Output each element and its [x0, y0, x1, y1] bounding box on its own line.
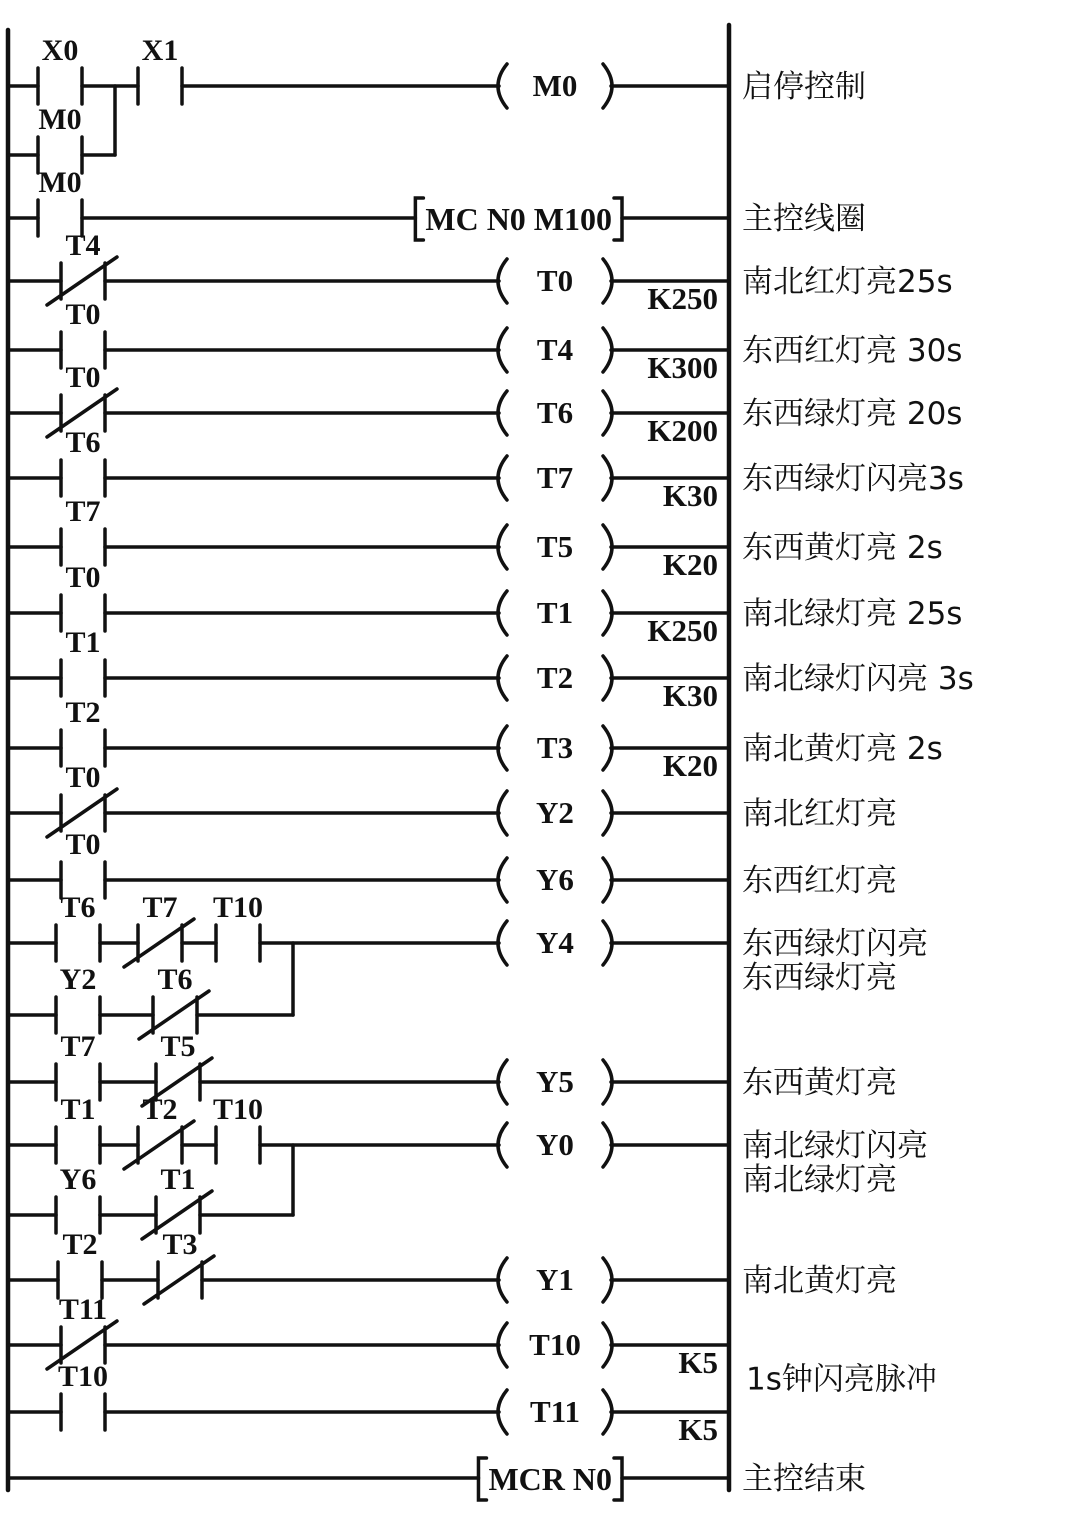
timer-preset: K200 [647, 413, 718, 448]
rung-comment: 东西红灯亮 30s [742, 333, 963, 369]
contact-label: T1 [65, 626, 101, 659]
contact-label: T0 [65, 298, 101, 331]
rung-r9 [8, 696, 943, 783]
rung-r13 [8, 1030, 897, 1106]
rung-comment: 东西绿灯亮 20s [742, 396, 963, 432]
contact-label: T1 [160, 1163, 196, 1196]
contact-label: T3 [162, 1228, 198, 1261]
contact-label: T10 [212, 1093, 264, 1126]
no-contact [61, 426, 105, 496]
no-contact [56, 1093, 100, 1163]
contact-label: T11 [58, 1293, 108, 1326]
output-coil [498, 64, 612, 108]
rung-r11 [8, 828, 897, 902]
rung-comment: 东西绿灯闪亮 [742, 926, 928, 962]
rung-comment: 南北绿灯闪亮 [742, 1128, 928, 1164]
rung-comment: 南北黄灯亮 2s [742, 731, 943, 767]
rung-comment: 启停控制 [742, 69, 866, 105]
contact-label: T5 [160, 1030, 196, 1063]
timer-preset: K300 [647, 350, 718, 385]
rung-r18 [8, 1458, 866, 1500]
coil-label: T7 [536, 460, 574, 495]
coil-label: T2 [536, 660, 574, 695]
no-contact [61, 561, 105, 631]
coil-label: T1 [536, 595, 574, 630]
no-contact [38, 166, 82, 236]
output-coil [498, 791, 612, 835]
contact-label: T6 [157, 963, 193, 996]
no-contact [61, 626, 105, 696]
output-coil [498, 1390, 612, 1434]
contact-label: T2 [142, 1093, 178, 1126]
contact-label: Y2 [59, 963, 97, 996]
no-contact [56, 1163, 100, 1233]
no-contact [61, 696, 105, 766]
rung-r12 [8, 891, 928, 1039]
output-coil [498, 656, 612, 700]
rung-r8 [8, 626, 974, 713]
rung-comment: 南北绿灯亮 [742, 1162, 897, 1198]
contact-label: T0 [65, 828, 101, 861]
contact-label: T6 [65, 426, 101, 459]
contact-label: M0 [38, 166, 82, 199]
timer-preset: K5 [678, 1345, 718, 1380]
timer-preset: K250 [647, 613, 718, 648]
coil-label: T4 [536, 332, 574, 367]
no-contact [56, 1030, 100, 1100]
no-contact [213, 1093, 263, 1163]
output-coil [498, 591, 612, 635]
instruction-block [478, 1458, 622, 1500]
output-coil [498, 858, 612, 902]
output-coil [498, 921, 612, 965]
output-coil [498, 726, 612, 770]
timer-preset: K20 [662, 547, 718, 582]
coil-label: Y5 [536, 1064, 574, 1099]
rung-r4 [8, 361, 962, 448]
nc-contact [47, 1293, 117, 1369]
contact-label: X0 [41, 34, 79, 67]
instruction-label: MCR N0 [488, 1461, 612, 1497]
coil-label: Y6 [536, 862, 574, 897]
rung-comment: 东西黄灯亮 2s [742, 530, 943, 566]
coil-label: T11 [530, 1394, 580, 1429]
output-coil [498, 1123, 612, 1167]
nc-contact [47, 761, 117, 837]
nc-contact [139, 963, 209, 1039]
rung-r0 [8, 34, 866, 173]
rung-r5 [8, 426, 964, 513]
rung-r14 [8, 1093, 928, 1239]
coil-label: T3 [536, 730, 574, 765]
rung-comment: 南北红灯亮 [742, 796, 897, 832]
output-coil [498, 1060, 612, 1104]
instruction-label: MC N0 M100 [425, 201, 612, 237]
rung-r6 [8, 495, 943, 582]
coil-label: Y0 [536, 1127, 574, 1162]
coil-label: M0 [532, 68, 578, 103]
rung-comment: 东西绿灯亮 [742, 960, 897, 996]
contact-label: T7 [60, 1030, 96, 1063]
nc-contact [144, 1228, 214, 1304]
timer-preset: K250 [647, 281, 718, 316]
nc-contact [124, 891, 194, 967]
output-coil [498, 1323, 612, 1367]
timer-preset: K30 [662, 678, 718, 713]
contact-label: T10 [212, 891, 264, 924]
no-contact [38, 103, 82, 173]
contact-label: Y6 [59, 1163, 97, 1196]
rung-comment: 主控线圈 [742, 201, 866, 237]
shared-comment: 1s钟闪亮脉冲 [746, 1361, 937, 1398]
output-coil [498, 456, 612, 500]
no-contact [138, 34, 182, 104]
contact-label: T7 [65, 495, 101, 528]
contact-label: X1 [141, 34, 179, 67]
coil-label: Y2 [536, 795, 574, 830]
no-contact [58, 1360, 108, 1430]
contact-label: T0 [65, 761, 101, 794]
contact-label: T1 [60, 1093, 96, 1126]
coil-label: T10 [529, 1327, 581, 1362]
no-contact [38, 34, 82, 104]
rung-comment: 南北黄灯亮 [742, 1263, 897, 1299]
rung-r2 [8, 229, 953, 316]
rung-comment: 南北绿灯亮 25s [742, 596, 963, 632]
coil-label: Y4 [536, 925, 574, 960]
no-contact [58, 1228, 102, 1298]
contact-label: T2 [65, 696, 101, 729]
rung-r16 [8, 1293, 729, 1380]
contact-label: T0 [65, 361, 101, 394]
coil-label: T0 [536, 263, 574, 298]
contact-label: T4 [65, 229, 101, 262]
no-contact [56, 891, 100, 961]
nc-contact [47, 229, 117, 305]
contact-label: T2 [62, 1228, 98, 1261]
no-contact [56, 963, 100, 1033]
rung-comment: 东西黄灯亮 [742, 1065, 897, 1101]
no-contact [61, 298, 105, 368]
output-coil [498, 1258, 612, 1302]
contact-label: T7 [142, 891, 178, 924]
rung-comment: 主控结束 [742, 1461, 866, 1497]
no-contact [61, 828, 105, 898]
coil-label: Y1 [536, 1262, 574, 1297]
contact-label: T0 [65, 561, 101, 594]
rung-comment: 南北绿灯闪亮 3s [742, 661, 974, 697]
output-coil [498, 391, 612, 435]
contact-label: T6 [60, 891, 96, 924]
rung-r3 [8, 298, 962, 385]
rung-comment: 东西红灯亮 [742, 863, 897, 899]
no-contact [213, 891, 263, 961]
timer-preset: K5 [678, 1412, 718, 1447]
nc-contact [124, 1093, 194, 1169]
no-contact [61, 495, 105, 565]
output-coil [498, 328, 612, 372]
rung-r10 [8, 761, 897, 837]
coil-label: T5 [536, 529, 574, 564]
timer-preset: K30 [662, 478, 718, 513]
contact-label: M0 [38, 103, 82, 136]
rung-r7 [8, 561, 962, 648]
rung-comment: 东西绿灯闪亮3s [742, 461, 964, 497]
timer-preset: K20 [662, 748, 718, 783]
rung-r1 [8, 166, 866, 240]
contact-label: T10 [57, 1360, 109, 1393]
output-coil [498, 525, 612, 569]
rung-r17 [8, 1360, 729, 1447]
output-coil [498, 259, 612, 303]
instruction-block [415, 198, 622, 240]
coil-label: T6 [536, 395, 574, 430]
rung-comment: 南北红灯亮25s [742, 264, 953, 300]
